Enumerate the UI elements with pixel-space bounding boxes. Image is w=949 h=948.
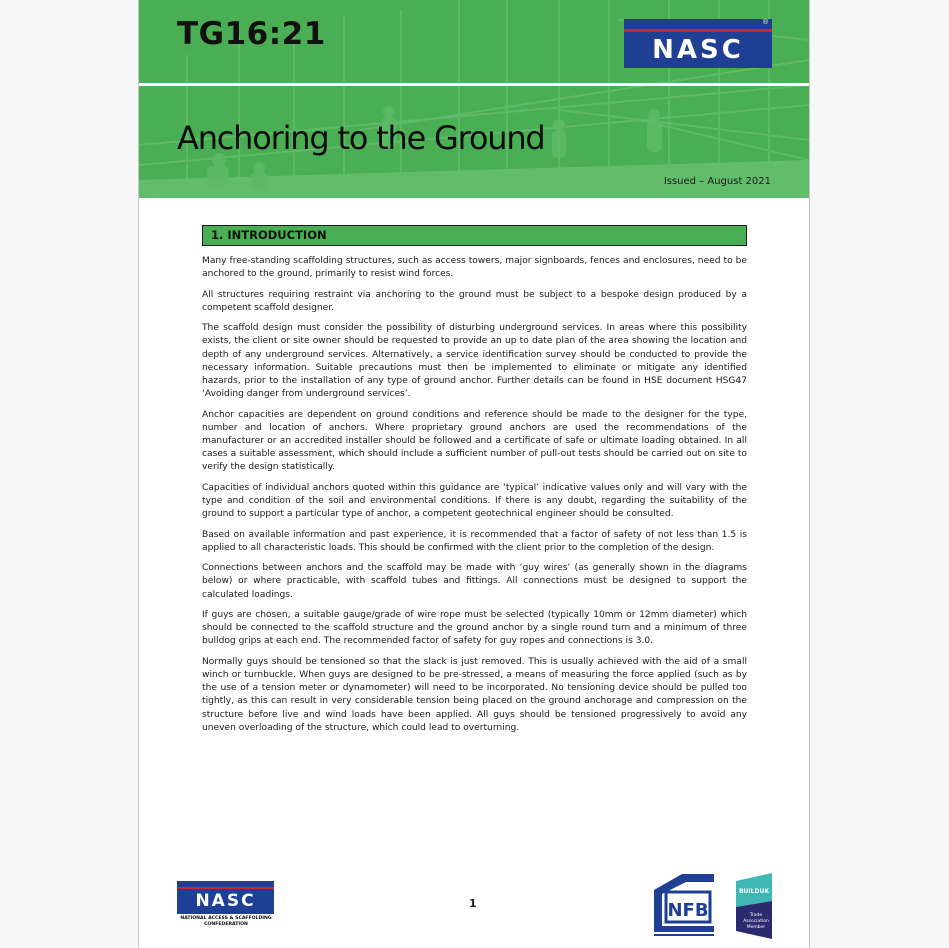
issue-date: Issued – August 2021: [663, 176, 771, 187]
registered-mark: ®: [762, 19, 768, 26]
document-page: [138, 0, 810, 948]
page-title: Anchoring to the Ground: [177, 119, 545, 157]
paragraph: If guys are chosen, a suitable gauge/grade of wire rope must be selected (typically 10mm or 12mm diameter) which should be connected to the scaffold structure and the ground anchor by a single round turn and a minimum of three bulldog grips at each end. The recommended factor of safety for guy ropes and connections is 3.0.: [202, 609, 747, 647]
banner-divider: [139, 83, 809, 86]
paragraph: Capacities of individual anchors quoted within this guidance are ‘typical’ indicative values only and will vary with the type and condition of the soil and environmental conditions. If there is any doubt, regarding the suitability of the ground to support a particular type of anchor, a competent geotechnical engineer should be consulted.: [202, 482, 747, 520]
logo-red-stripe: [177, 887, 274, 889]
section-body: [202, 255, 747, 742]
svg-text:BUILDUK: BUILDUK: [738, 888, 770, 895]
paragraph: Anchor capacities are dependent on ground conditions and reference should be made to the designer for the type, number and location of anchors. Where proprietary ground anchors are used the recommendations of the manufacturer or an accredited installer should be followed and a certificate of safe or ultimate loading obtained. In all cases a suitable assessment, which should include a sufficient number of pull-out tests should be carried out on site to verify the design statistically.: [202, 409, 747, 473]
svg-text:Member: Member: [746, 925, 766, 930]
paragraph: Many free-standing scaffolding structures, such as access towers, major signboards, fences and enclosures, need to be anchored to the ground, primarily to resist wind forces.: [202, 256, 747, 280]
nasc-name-line1: NATIONAL ACCESS & SCAFFOLDING: [180, 916, 272, 921]
svg-text:Association: Association: [743, 919, 769, 924]
svg-text:Trade: Trade: [749, 913, 763, 918]
paragraph: Normally guys should be tensioned so that the slack is just removed. This is usually achieved with the aid of a small winch or turnbuckle. When guys are designed to be pre-stressed, a means of measuring the force applied (such as by the use of a tension meter or dynamometer) will need to be incorporated. No tensioning device should be pulled too tightly, as this can result in very considerable tension being placed on the ground anchorage and compression on the structure before live and wind loads have been applied. All guys should be tensioned progressively to avoid any uneven overloading of the structure, which could lead to overturning.: [202, 656, 747, 733]
paragraph: All structures requiring restraint via anchoring to the ground must be subject to a bespoke design produced by a competent scaffold designer.: [202, 289, 747, 313]
nasc-name-line2: CONFEDERATION: [204, 922, 248, 927]
builduk-badge: [736, 873, 772, 939]
logo-red-stripe: [624, 29, 772, 32]
footer-nasc-logo: [177, 881, 274, 914]
nfb-logo: [652, 872, 718, 938]
svg-text:NFB: NFB: [667, 900, 709, 921]
section-heading: 1. INTRODUCTION: [202, 225, 747, 246]
page-number: 1: [469, 897, 477, 910]
footer-nasc-logo-text: NASC: [195, 891, 256, 911]
paragraph: Connections between anchors and the scaffold may be made with ‘guy wires’ (as generally shown in the diagrams below) or where practicable, with scaffold tubes and fittings. All connections must be designed to support the calculated loadings.: [202, 563, 747, 600]
nasc-full-name: [173, 916, 279, 928]
nasc-logo: [624, 19, 772, 68]
header-banner: [139, 0, 809, 198]
paragraph: Based on available information and past experience, it is recommended that a factor of safety of not less than 1.5 is applied to all characteristic loads. This should be confirmed with the client prior to the completion of the design.: [202, 529, 747, 553]
paragraph: The scaffold design must consider the possibility of disturbing underground services. In areas where this possibility exists, the client or site owner should be requested to provide an up to date plan of the area showing the location and depth of any underground services. Alternatively, a service identification survey should be conducted to provide the necessary information. Suitable precautions must then be implemented to eliminate or mitigate any identified hazards, prior to the installation of any type of ground anchor. Further details can be found in HSE document HSG47 ‘Avoiding danger from underground services’.: [202, 323, 747, 400]
document-code: TG16:21: [177, 16, 326, 52]
nasc-logo-text: NASC: [652, 35, 744, 65]
